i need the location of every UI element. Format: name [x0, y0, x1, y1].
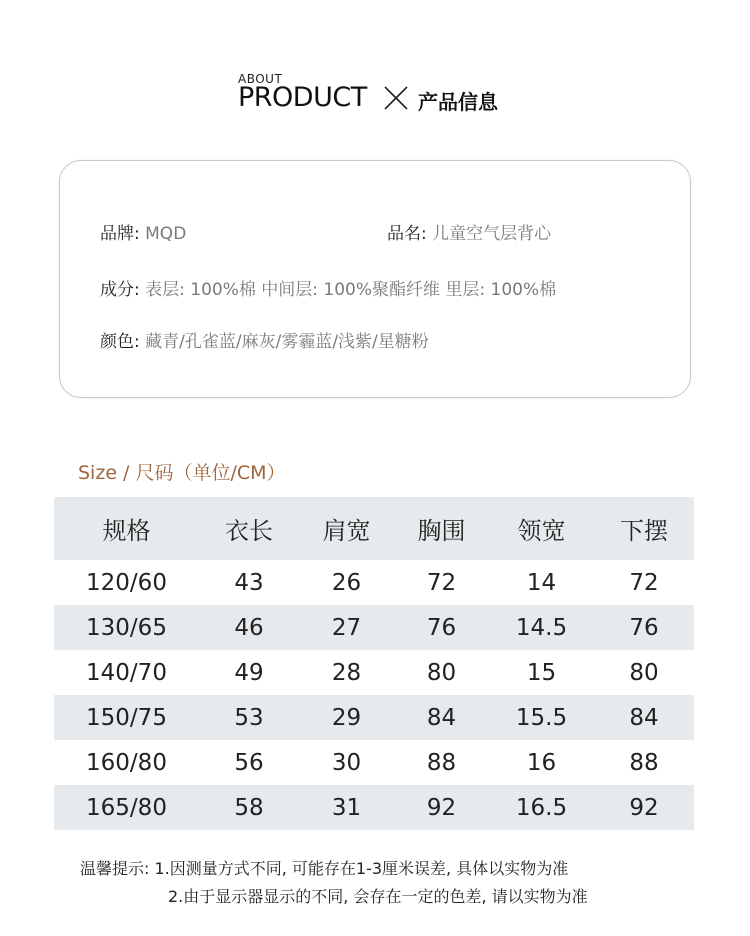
table-cell: 76	[629, 614, 659, 641]
table-row	[54, 740, 694, 785]
table-cell: 29	[331, 704, 362, 731]
table-cell: 88	[629, 749, 659, 776]
brand-label: 品牌:	[100, 224, 140, 244]
color-label: 颜色:	[100, 332, 140, 352]
table-cell: 16	[526, 749, 557, 776]
table-cell: 26	[331, 569, 362, 596]
composition-value: 表层: 100%棉 中间层: 100%聚酯纤维 里层: 100%棉	[145, 280, 557, 300]
table-cell: 92	[629, 794, 659, 821]
table-cell: 140/70	[86, 659, 167, 686]
table-cell: 80	[629, 659, 659, 686]
table-cell: 31	[331, 794, 362, 821]
table-cell: 16.5	[515, 794, 568, 821]
table-cell: 30	[331, 749, 362, 776]
column-header: 领宽	[517, 517, 566, 545]
table-cell: 15.5	[515, 704, 568, 731]
table-cell: 14.5	[515, 614, 568, 641]
table-cell: 92	[426, 794, 457, 821]
column-header: 肩宽	[322, 517, 371, 545]
name-label: 品名:	[387, 224, 427, 244]
table-row	[54, 560, 694, 605]
table-row	[54, 785, 694, 830]
name-row	[387, 219, 551, 244]
color-value: 藏青/孔雀蓝/麻灰/雾霾蓝/浅紫/星糖粉	[145, 332, 429, 352]
size-section-title: Size / 尺码（单位/CM）	[78, 462, 286, 484]
warm-tip-line-1: 温馨提示: 1.因测量方式不同, 可能存在1-3厘米误差, 具体以实物为准	[80, 859, 569, 878]
cross-icon	[382, 84, 410, 112]
table-cell: 88	[426, 749, 457, 776]
table-cell: 15	[526, 659, 557, 686]
column-header: 衣长	[225, 517, 273, 545]
size-table	[54, 497, 694, 830]
table-header-row	[54, 497, 694, 560]
table-cell: 150/75	[86, 704, 167, 731]
table-cell: 72	[629, 569, 659, 596]
table-row	[54, 695, 694, 740]
warm-tip-line-2: 2.由于显示器显示的不同, 会存在一定的色差, 请以实物为准	[168, 887, 588, 906]
table-row	[54, 650, 694, 695]
table-cell: 130/65	[86, 614, 167, 641]
table-cell: 43	[234, 569, 264, 596]
column-header: 下摆	[620, 517, 668, 545]
table-cell: 56	[234, 749, 264, 776]
product-info-card	[59, 160, 691, 398]
name-value: 儿童空气层背心	[432, 224, 552, 244]
table-cell: 58	[234, 794, 264, 821]
table-cell: 28	[331, 659, 362, 686]
composition-label: 成分:	[100, 280, 140, 300]
table-cell: 49	[234, 659, 264, 686]
header-title-cn: 产品信息	[418, 90, 498, 114]
composition-row	[100, 275, 556, 300]
table-cell: 14	[526, 569, 557, 596]
table-cell: 72	[426, 569, 457, 596]
table-row	[54, 605, 694, 650]
table-cell: 76	[426, 614, 457, 641]
table-cell: 84	[426, 704, 457, 731]
table-cell: 84	[629, 704, 659, 731]
table-cell: 53	[234, 704, 264, 731]
table-cell: 80	[426, 659, 457, 686]
about-label: ABOUT	[238, 72, 283, 86]
table-cell: 120/60	[86, 569, 167, 596]
table-cell: 165/80	[86, 794, 167, 821]
table-cell: 27	[331, 614, 362, 641]
color-row	[100, 327, 429, 352]
table-cell: 160/80	[86, 749, 167, 776]
column-header: 胸围	[417, 517, 466, 545]
brand-value: MQD	[145, 224, 187, 244]
brand-row	[100, 219, 186, 244]
table-cell: 46	[234, 614, 264, 641]
column-header: 规格	[102, 517, 151, 545]
product-label: PRODUCT	[238, 82, 367, 113]
